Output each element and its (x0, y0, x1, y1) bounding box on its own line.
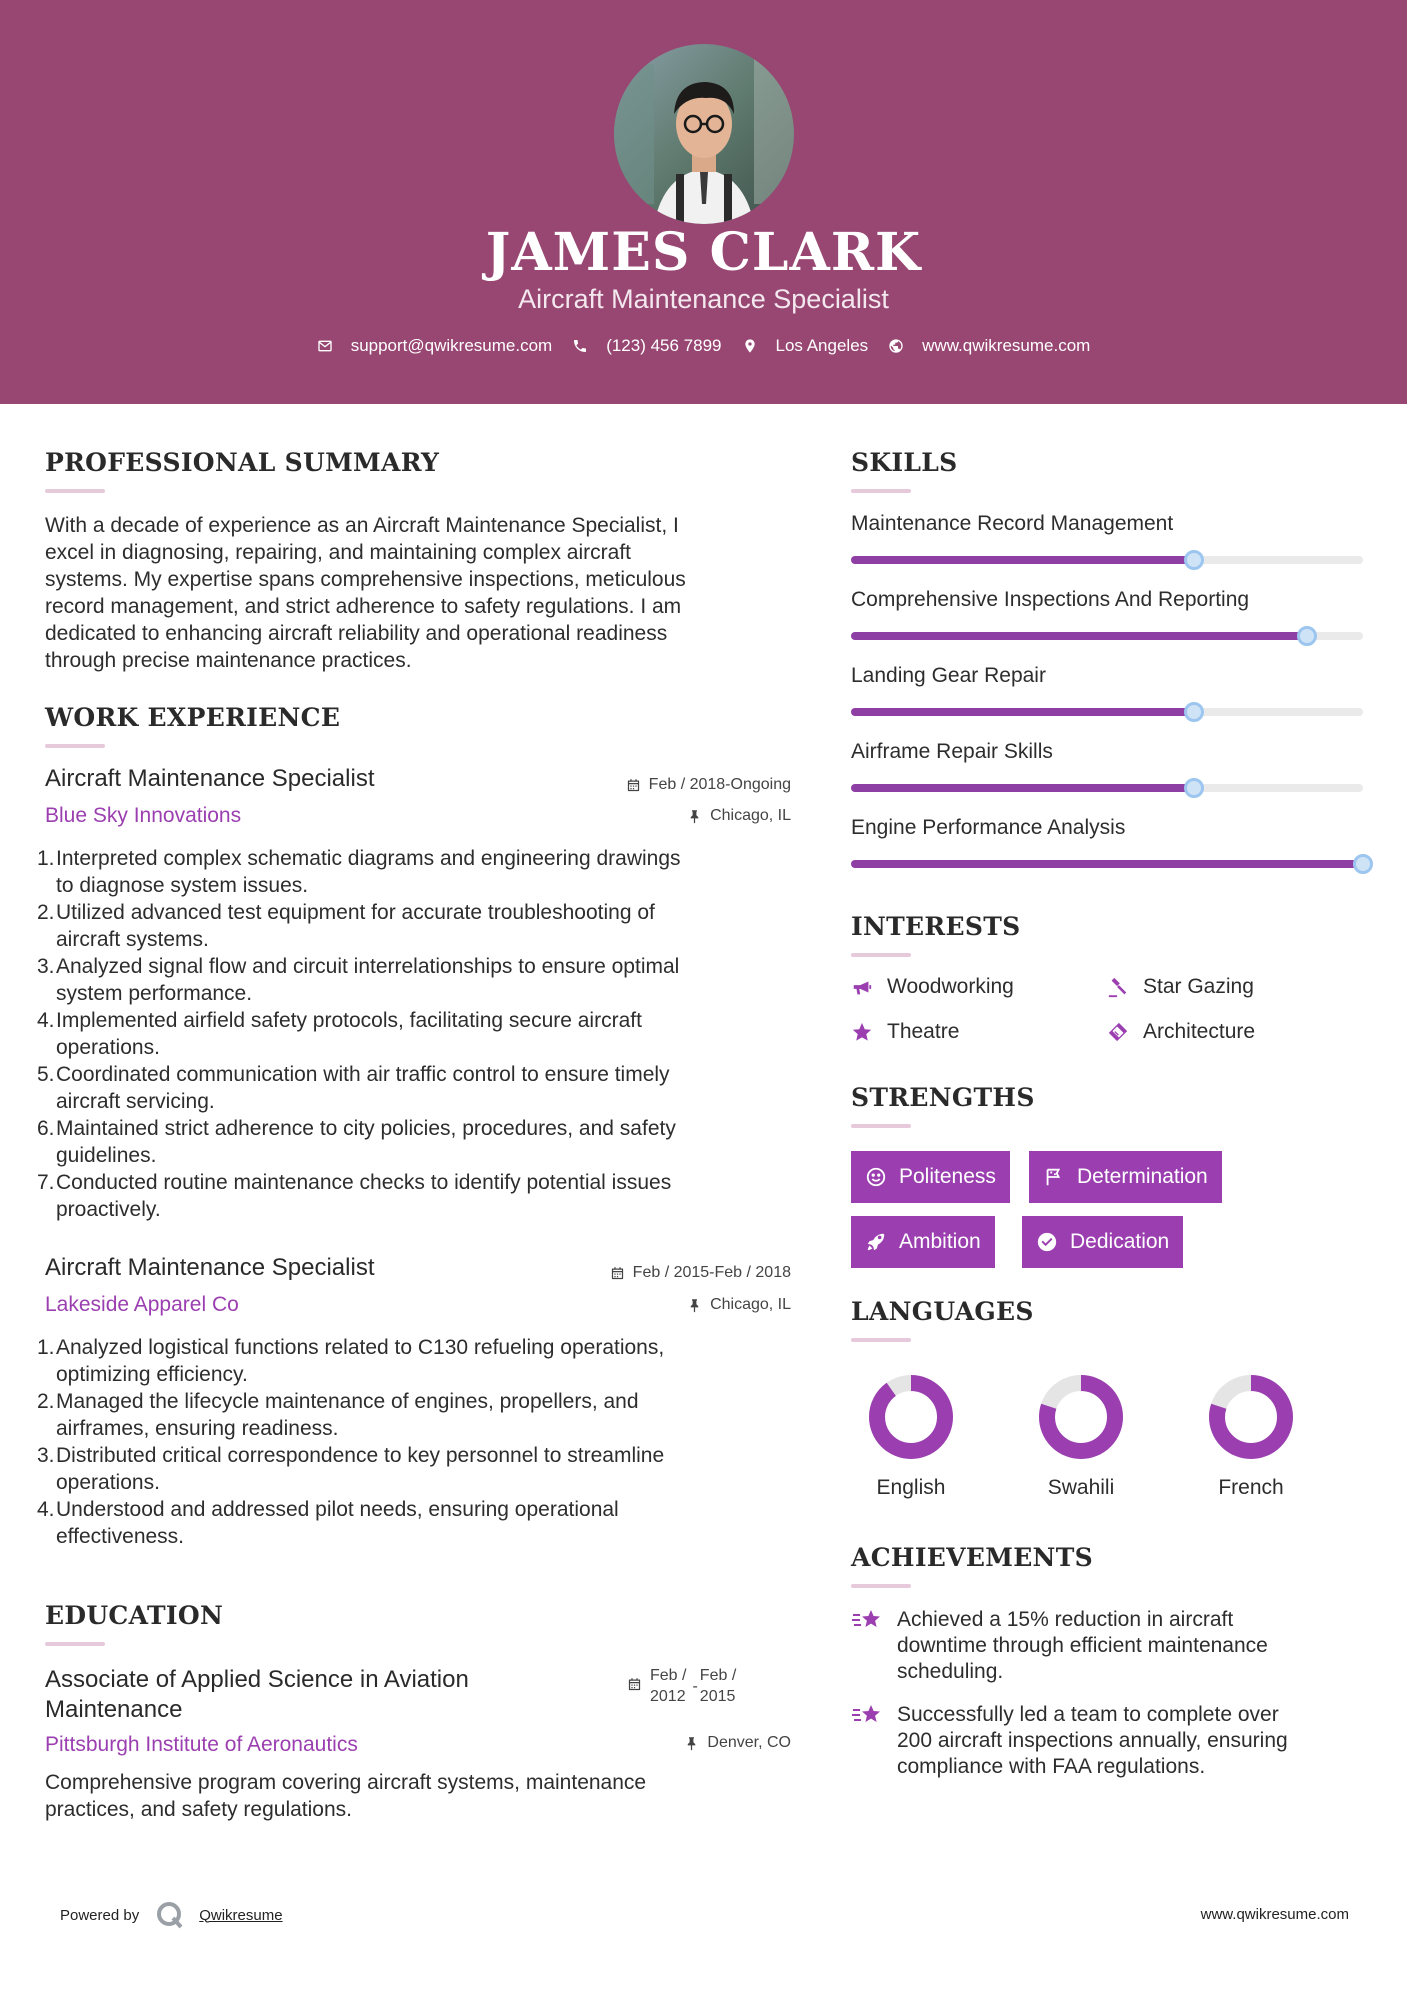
map-pin-icon (742, 338, 758, 354)
job-1-title: Aircraft Maintenance Specialist (45, 765, 375, 792)
education-location (684, 1734, 791, 1752)
strengths-underline (851, 1124, 911, 1128)
globe-icon (888, 338, 904, 354)
list-item: 1. Interpreted complex schematic diagrams and engineering drawings to diagnose system issues. (37, 847, 681, 897)
education-heading: EDUCATION (45, 1601, 224, 1630)
list-item: 3. Analyzed signal flow and circuit interrelationships to ensure optimal system performance. (37, 955, 680, 1005)
achievement-1: Achieved a 15% reduction in aircraft downtime through efficient maintenance scheduling. (851, 1607, 1371, 1685)
contact-website[interactable] (888, 336, 1090, 356)
skill-name: Comprehensive Inspections And Reporting (851, 588, 1250, 611)
skill-bar-track (851, 784, 1363, 792)
job-1-location (687, 807, 791, 825)
skill-bar-fill (851, 708, 1194, 716)
education-date: Feb / 2012 - Feb / 2015 (627, 1665, 736, 1707)
calendar-icon (626, 778, 641, 793)
envelope-icon (317, 338, 333, 354)
list-item: 1. Analyzed logistical functions related to C130 refueling operations, optimizing efficiency. (37, 1336, 665, 1386)
skill-bar-track (851, 632, 1363, 640)
ticket-icon (1107, 1021, 1129, 1043)
summary-line: record management, and strict adherence to safety regulations. I am (45, 595, 682, 618)
contact-phone-text: (123) 456 7899 (606, 336, 722, 355)
list-item: 2. Utilized advanced test equipment for accurate troubleshooting of aircraft systems. (37, 901, 655, 951)
job-2-company: Lakeside Apparel Co (45, 1293, 239, 1316)
list-item: 4. Understood and addressed pilot needs, ensuring operational effectiveness. (37, 1498, 619, 1548)
list-item: 6. Maintained strict adherence to city policies, procedures, and safety guidelines. (37, 1117, 676, 1167)
job-2-location-text: Chicago, IL (710, 1296, 791, 1313)
footer-powered-by: Powered by Qwikresume (60, 1900, 283, 1930)
shooting-star-icon (851, 1702, 883, 1730)
list-item: 5. Coordinated communication with air traffic control to ensure timely aircraft servicing. (37, 1063, 670, 1113)
skill-name: Landing Gear Repair (851, 664, 1046, 687)
skill-bar-track (851, 556, 1363, 564)
contact-bar (0, 336, 1407, 356)
language-item (851, 1374, 971, 1500)
interest-theatre: Theatre (851, 1020, 959, 1044)
list-item: 3. Distributed critical correspondence to key personnel to streamline operations. (37, 1444, 665, 1494)
qwikresume-logo-icon (155, 1900, 185, 1930)
education-degree: Associate of Applied Science in Aviation Maintenance (45, 1666, 469, 1723)
interest-woodworking: Woodworking (851, 975, 1014, 999)
skills-heading: SKILLS (851, 448, 958, 477)
language-name: English (876, 1476, 946, 1499)
achievement-2: Successfully led a team to complete over 200 aircraft inspections annually, ensuring compliance with FAA regulations. (851, 1702, 1371, 1780)
language-item (1191, 1374, 1311, 1500)
strength-dedication: Dedication (1022, 1216, 1183, 1268)
education-school: Pittsburgh Institute of Aeronautics (45, 1733, 358, 1756)
education-underline (45, 1642, 105, 1646)
job-2-bullets (37, 1334, 807, 1550)
pushpin-icon (687, 809, 702, 824)
resume-header (0, 0, 1407, 404)
skill-bar-handle (1184, 702, 1204, 722)
education-description: Comprehensive program covering aircraft systems, maintenance practices, and safety regulations. (45, 1771, 647, 1821)
education-location-text: Denver, CO (707, 1734, 791, 1751)
job-1-location-text: Chicago, IL (710, 807, 791, 824)
star-icon (851, 1021, 873, 1043)
skill-bar-handle (1353, 854, 1373, 874)
summary-line: dedicated to enhancing aircraft reliability and operational readiness (45, 622, 668, 645)
summary-line: through precise maintenance practices. (45, 649, 412, 672)
flag-icon (1043, 1166, 1065, 1188)
check-circle-icon (1036, 1231, 1058, 1253)
job-1-date-text: Feb / 2018-Ongoing (648, 776, 791, 793)
skill-bar-fill (851, 784, 1194, 792)
language-donut-fill (877, 1383, 945, 1451)
languages-heading: LANGUAGES (851, 1297, 1034, 1326)
smile-icon (865, 1166, 887, 1188)
strengths-heading: STRENGTHS (851, 1083, 1035, 1112)
languages-underline (851, 1338, 911, 1342)
summary-line: With a decade of experience as an Aircraft Maintenance Specialist, I (45, 514, 679, 537)
skill-bar-fill (851, 556, 1194, 564)
candidate-title: Aircraft Maintenance Specialist (518, 284, 889, 314)
interests-underline (851, 953, 911, 957)
contact-location-text: Los Angeles (775, 336, 869, 355)
skill-bar-track (851, 860, 1363, 868)
skill-name: Maintenance Record Management (851, 512, 1174, 535)
profile-photo (614, 44, 794, 224)
experience-underline (45, 744, 105, 748)
list-item: 7. Conducted routine maintenance checks to identify potential issues proactively. (37, 1171, 672, 1221)
contact-email[interactable] (317, 336, 553, 356)
summary-line: systems. My expertise spans comprehensive inspections, meticulous (45, 568, 686, 591)
job-2-date (610, 1264, 791, 1282)
footer-brand-link[interactable]: Qwikresume (199, 1906, 283, 1924)
skill-bar-handle (1184, 550, 1204, 570)
contact-website-text: www.qwikresume.com (922, 336, 1091, 355)
job-2-title: Aircraft Maintenance Specialist (45, 1254, 375, 1281)
skills-underline (851, 489, 911, 493)
pushpin-icon (684, 1736, 699, 1751)
calendar-icon (610, 1266, 625, 1281)
job-1-date (626, 776, 791, 794)
achievements-heading: ACHIEVEMENTS (851, 1543, 1093, 1572)
achievements-underline (851, 1584, 911, 1588)
pushpin-icon (687, 1298, 702, 1313)
language-donut (868, 1374, 954, 1460)
language-item (1021, 1374, 1141, 1500)
skill-bar-fill (851, 860, 1363, 868)
interests-heading: INTERESTS (851, 912, 1021, 941)
job-2-location (687, 1296, 791, 1314)
job-1-bullets (37, 845, 807, 1223)
job-2-date-text: Feb / 2015-Feb / 2018 (632, 1264, 791, 1281)
list-item: 2. Managed the lifecycle maintenance of engines, propellers, and airframes, ensuring readiness. (37, 1390, 639, 1440)
language-name: Swahili (1047, 1476, 1115, 1499)
footer-website[interactable]: www.qwikresume.com (1200, 1906, 1349, 1923)
contact-email-text: support@qwikresume.com (350, 336, 553, 355)
interest-star-gazing: Star Gazing (1107, 975, 1254, 999)
summary-text (45, 512, 805, 674)
contact-phone[interactable] (572, 336, 721, 356)
language-name: French (1218, 1476, 1284, 1499)
strength-determination: Determination (1029, 1151, 1222, 1203)
candidate-name: JAMES CLARK (485, 222, 922, 283)
gavel-icon (1107, 976, 1129, 998)
skill-bar-fill (851, 632, 1307, 640)
megaphone-icon (851, 976, 873, 998)
job-1-company: Blue Sky Innovations (45, 804, 242, 827)
skill-bar-track (851, 708, 1363, 716)
list-item: 4. Implemented airfield safety protocols, facilitating secure aircraft operations. (37, 1009, 642, 1059)
rocket-icon (865, 1231, 887, 1253)
profile-photo-image (614, 44, 794, 224)
summary-underline (45, 489, 105, 493)
skill-name: Engine Performance Analysis (851, 816, 1126, 839)
contact-location (742, 336, 869, 356)
calendar-icon (627, 1677, 642, 1692)
experience-heading: WORK EXPERIENCE (45, 703, 341, 732)
strength-ambition: Ambition (851, 1216, 995, 1268)
language-donut (1208, 1374, 1294, 1460)
strength-politeness: Politeness (851, 1151, 1010, 1203)
shooting-star-icon (851, 1607, 883, 1635)
phone-icon (572, 338, 588, 354)
interest-architecture: Architecture (1107, 1020, 1255, 1044)
summary-heading: PROFESSIONAL SUMMARY (45, 448, 440, 477)
skill-bar-handle (1184, 778, 1204, 798)
skill-name: Airframe Repair Skills (851, 740, 1053, 763)
skill-bar-handle (1297, 626, 1317, 646)
summary-line: excel in diagnosing, repairing, and maintaining complex aircraft (45, 541, 631, 564)
language-donut (1038, 1374, 1124, 1460)
